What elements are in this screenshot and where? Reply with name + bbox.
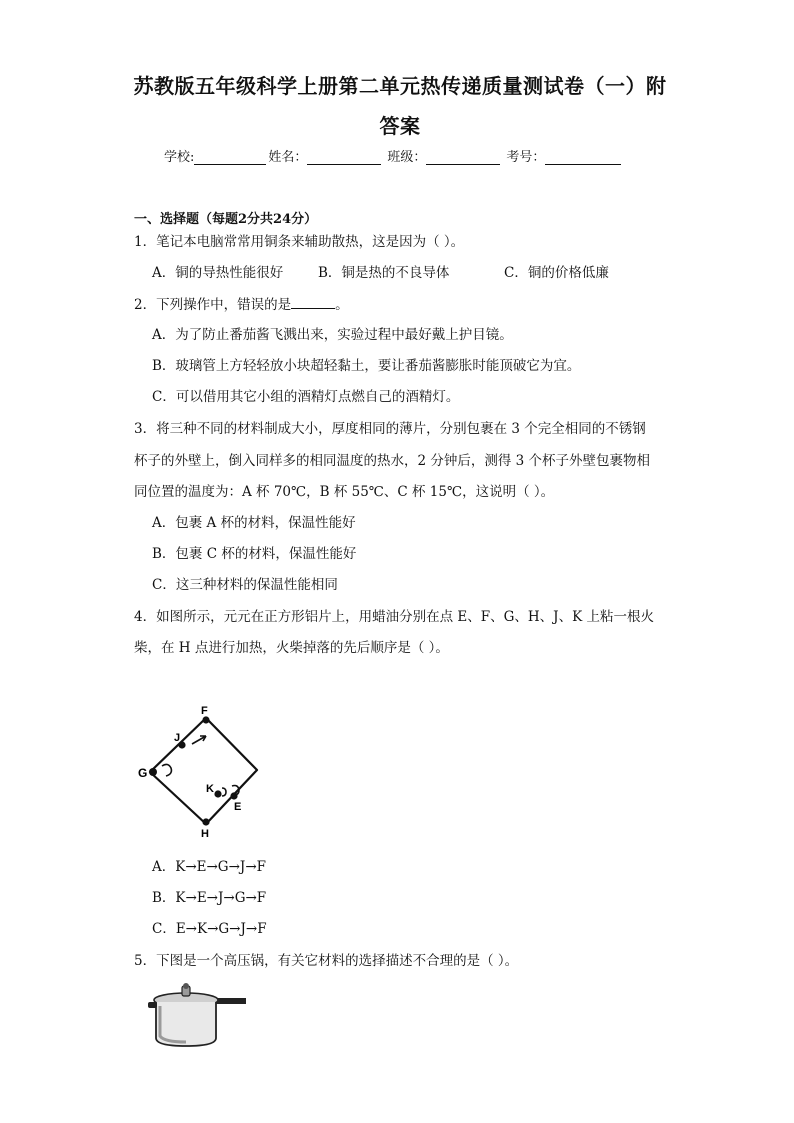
cooker-side-grip (148, 1002, 157, 1008)
question-1-options (152, 263, 609, 283)
label-j: J (174, 732, 181, 744)
mark-near-g (162, 764, 171, 776)
point-k (214, 790, 221, 797)
label-k: K (206, 783, 214, 795)
cooker-valve-top (183, 983, 189, 989)
label-g: G (138, 766, 148, 780)
q2-stem-end: 。 (335, 297, 349, 313)
question-3-stem-line2: 杯子的外壁上，倒入同样多的相同温度的热水，2 分钟后，测得 3 个杯子外壁包裹物相 (134, 453, 651, 469)
q4-option-b[interactable]: B．K→E→J→G→F (152, 890, 267, 906)
heat-arrow (192, 736, 206, 744)
mark-near-k (222, 788, 226, 796)
point-f (202, 716, 209, 723)
label-f: F (201, 705, 208, 717)
exam-number-label: 考号： (506, 150, 546, 165)
q4-option-c[interactable]: C．E→K→G→J→F (152, 921, 267, 937)
student-info-row (164, 146, 623, 165)
exam-number-field[interactable] (545, 150, 621, 165)
point-h (202, 818, 209, 825)
q3-option-c[interactable]: C．这三种材料的保温性能相同 (152, 577, 338, 593)
aluminum-square-diagram (136, 700, 266, 845)
q1-option-c[interactable]: C．铜的价格低廉 (504, 265, 609, 281)
point-e (230, 792, 237, 799)
label-h: H (201, 828, 209, 840)
q1-option-a[interactable]: A．铜的导热性能很好 (152, 265, 284, 281)
point-g (149, 768, 157, 776)
page-title: 苏教版五年级科学上册第二单元热传递质量测试卷（一）附 (133, 74, 667, 98)
page-title-continued: 答案 (379, 114, 421, 138)
q3-option-b[interactable]: B．包裹 C 杯的材料，保温性能好 (152, 546, 357, 562)
q4-option-a[interactable]: A．K→E→G→J→F (152, 859, 266, 875)
question-5-stem: 5．下图是一个高压锅，有关它材料的选择描述不合理的是（ ）。 (134, 953, 519, 969)
question-2-stem (134, 294, 349, 315)
question-3-stem-line1: 3．将三种不同的材料制成大小，厚度相同的薄片，分别包裹在 3 个完全相同的不锈钢 (134, 421, 646, 437)
q2-option-a[interactable]: A．为了防止番茄酱飞溅出来，实验过程中最好戴上护目镜。 (152, 327, 513, 343)
q2-answer-blank[interactable] (291, 294, 335, 309)
label-e: E (234, 801, 242, 813)
q2-stem-text: 2．下列操作中，错误的是 (134, 297, 292, 313)
q1-option-b[interactable]: B．铜是热的不良导体 (318, 265, 450, 281)
question-4-stem-line1: 4．如图所示，元元在正方形铝片上，用蜡油分别在点 E、F、G、H、J、K 上粘一根火 (134, 609, 654, 625)
question-4-stem-line2: 柴，在 H 点进行加热，火柴掉落的先后顺序是（ ）。 (134, 640, 449, 656)
name-label: 姓名： (268, 150, 308, 165)
pressure-cooker-image (146, 980, 252, 1050)
section-heading: 一、选择题（每题2分共24分） (134, 212, 318, 227)
question-1-stem: 1．笔记本电脑常常用铜条来辅助散热，这是因为（ ）。 (134, 234, 465, 250)
school-field[interactable] (194, 150, 266, 165)
q2-option-b[interactable]: B．玻璃管上方轻轻放小块超轻黏土，要让番茄酱膨胀时能顶破它为宜。 (152, 358, 581, 374)
class-field[interactable] (426, 150, 500, 165)
q3-option-a[interactable]: A．包裹 A 杯的材料，保温性能好 (152, 515, 356, 531)
name-field[interactable] (307, 150, 381, 165)
school-label: 学校: (164, 150, 195, 165)
class-label: 班级： (387, 150, 427, 165)
question-3-stem-line3: 同位置的温度为：A 杯 70℃，B 杯 55℃、C 杯 15℃，这说明（ ）。 (134, 484, 555, 500)
q2-option-c[interactable]: C．可以借用其它小组的酒精灯点燃自己的酒精灯。 (152, 389, 460, 405)
